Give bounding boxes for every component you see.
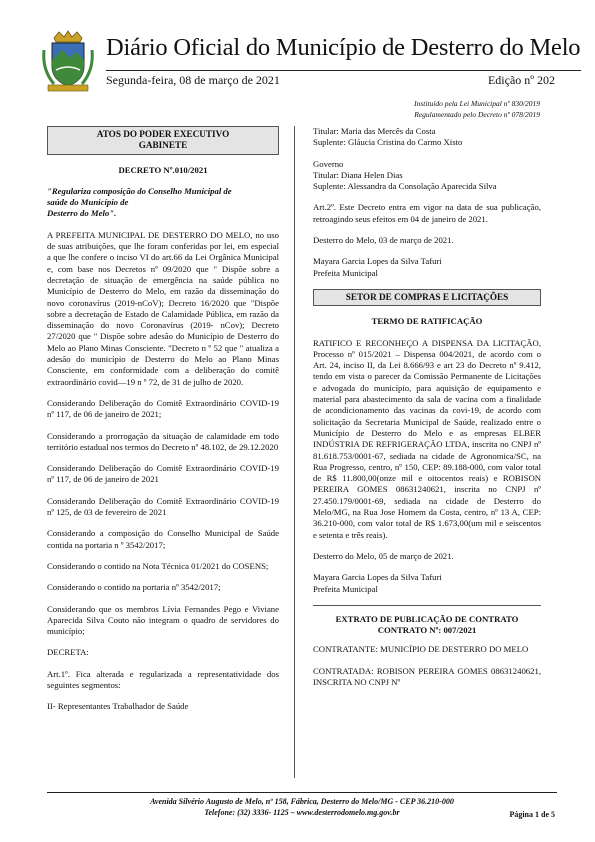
considering-5: Considerando a composição do Conselho Municipal de Saúde contida na portaria n º 3542/2017; <box>47 528 279 550</box>
decrees-label: DECRETA: <box>47 647 89 658</box>
footer-address: Avenida Silvério Augusto de Melo, nº 158, Fábrica, Desterro do Melo/MG - CEP 36.210-000 <box>150 797 454 806</box>
section-title: ATOS DO PODER EXECUTIVO <box>96 129 230 139</box>
considering-3: Considerando Deliberação do Comitê Extraordinário COVID-19 nº 117, de 06 de janeiro de 2021 <box>47 463 279 485</box>
institution-decree: Regulamentado pelo Decreto nº 078/2019 <box>414 110 540 119</box>
edition-number: Edição nº 202 <box>487 73 555 87</box>
institution-note <box>414 98 540 120</box>
page-footer <box>47 796 557 818</box>
signature-name-1: Mayara Garcia Lopes da Silva Tafuri <box>313 256 442 267</box>
signature-name-2: Mayara Garcia Lopes da Silva Tafuri <box>313 572 442 583</box>
page-header <box>40 30 581 94</box>
article-2: Art.2º. Este Decreto entra em vigor na data de sua publicação, retroagindo seus efeitos em 04 de janeiro de 2021. <box>313 202 541 224</box>
place-date-2: Desterro do Melo, 05 de março de 2021. <box>313 550 454 561</box>
footer-contact: Telefone: (32) 3336- 1125 – www.desterrodomelo.mg.gov.br <box>204 808 400 817</box>
section-rule <box>313 605 541 606</box>
place-date-1: Desterro do Melo, 03 de março de 2021. <box>313 235 454 246</box>
signature-role-2: Prefeita Municipal <box>313 583 378 594</box>
header-rule <box>106 70 581 71</box>
page-title: Diário Oficial do Município de Desterro do Melo <box>106 34 581 61</box>
members-government-label: Governo <box>313 158 344 169</box>
considering-2: Considerando a prorrogação da situação de calamidade em todo território estadual nos termos do Decreto nº 48.102, de 29.12.2020 <box>47 430 279 452</box>
contracted: CONTRATADA: ROBISON PEREIRA GOMES 08631240621, INSCRITA NO CNPJ Nº <box>313 665 541 687</box>
member-suplente-2: Suplente: Alessandra da Consolação Aparecida Silva <box>313 181 497 192</box>
member-titular-2: Titular: Diana Helen Dias <box>313 169 403 180</box>
member-suplente-1: Suplente: Gláucia Cristina do Carmo Xisto <box>313 137 463 148</box>
contractor: CONTRATANTE: MUNICÍPIO DE DESTERRO DO MELO <box>313 644 529 655</box>
article-1: Art.1º. Fica alterada e regularizada a representatividade dos seguintes segmentos: <box>47 668 279 690</box>
decree-title: DECRETO Nº.010/2021 <box>118 164 208 175</box>
ratification-title: TERMO DE RATIFICAÇÃO <box>371 316 483 327</box>
considering-1: Considerando Deliberação do Comitê Extraordinário COVID-19 nº 117, de 06 de janeiro de 2021; <box>47 397 279 420</box>
issue-date: Segunda-feira, 08 de março de 2021 <box>106 73 280 87</box>
considering-8: Considerando que os membros Lívia Fernandes Pego e Viviane Aparecida Silva Couto não integram o quadro de servidores do município; <box>47 603 279 637</box>
column-divider <box>294 126 295 778</box>
segment-health-workers: II- Representantes Trabalhador de Saúde <box>47 701 189 712</box>
institution-law: Instituído pela Lei Municipal nº 830/2019 <box>414 99 540 108</box>
section-header-procurement: SETOR DE COMPRAS E LICITAÇÕES <box>313 289 541 306</box>
considering-6: Considerando o contido na Nota Técnica 01/2021 do COSENS; <box>47 560 269 571</box>
page-number: Página 1 de 5 <box>509 810 555 819</box>
considering-7: Considerando o contido na portaria nº 3542/2017; <box>47 582 221 593</box>
left-column <box>47 126 279 723</box>
section-header-executive <box>47 126 279 155</box>
considering-4: Considerando Deliberação do Comitê Extraordinário COVID-19 nº 125, de 03 de fevereiro de 2021 <box>47 495 279 518</box>
right-column <box>313 126 541 698</box>
signature-role-1: Prefeita Municipal <box>313 267 378 278</box>
decree-ementa: "Regulariza composição do Conselho Municipal de saúde do Município de Desterro do Melo". <box>47 185 232 219</box>
footer-rule <box>47 792 557 793</box>
section-subtitle: GABINETE <box>138 140 188 151</box>
decree-preamble: A PREFEITA MUNICIPAL DE DESTERRO DO MELO, no uso de suas atribuições, que lhe foram conferidas por lei, em especial a que lhe confere o inciso VI do art.66 da Lei Orgânica Municipal e, com base nos Decretos nº 09/2020 que " Dispõe sobre a decretação de situação de emergência na saúde pública no Município de Desterro do Melo, em razão da disseminação do novo coronavírus (2019-nCoV); Decreto 16/2020 que "Dispõe sobre a decretação de Estado de Calamidade Pública, em razão da disseminação do novo Coronavírus (2019- nCov); Decreto 27/2020 que " Dispõe sobre adesão do Município de Desterro do Melo ao Plano Minas Consciente. "Decreto n º 52 que " atualiza a adesão do município de Desterro do Melo ao Plano Minas Consciente, em conformidade com a deliberação do comitê extraordinário covid—19 n º 72, de 31 de julho de 2020. <box>47 229 279 387</box>
ratification-text: RATIFICO E RECONHEÇO A DISPENSA DA LICITAÇÃO, Processo nº 015/2021 – Dispensa 004/2021, de acordo com o Art. 24, inciso II, da Lei 8.666/93 e art 23 do Decreto nº 9.412, tendo em vista o parecer da Comissão Permanente de Licitações e advogada do município, para aquisição de equipamento e material para abastecimento da sala de vacina com a finalidade de acondicionamento das vacinas da covi-19, de acordo com solicitação da Secretaria Municipal de Saúde, realizado entre o Município de Desterro do Melo e as empresas ELBER INDÚSTRIA DE REFRIGERAÇÃO LTDA, inscrita no CNPJ nº 81.618.753/0001-67, sediada na cidade de Agronomica/SC, na Rua Progresso, centro, nº 150, CEP: 89.188-000, com valor total de R$ 11.800,00(onze mil e oitocentos reais) e ROBISON PEREIRA GOMES 08631240621, inscrita no CNPJ nº 27.450.179/0001-69, sediada na cidade de Desterro do Melo/MG, na Rua Jose Homem da Costa, centro, nº 13 A, CEP: 36.210-000, com valor total de R$ 1.673,00(um mil e seiscentos e setenta e três reais). <box>313 337 541 540</box>
contract-extract-title: EXTRATO DE PUBLICAÇÃO DE CONTRATO CONTRATO Nº: 007/2021 <box>335 613 519 636</box>
coat-of-arms-icon <box>40 30 96 94</box>
member-titular-1: Titular: Maria das Mercês da Costa <box>313 126 436 136</box>
